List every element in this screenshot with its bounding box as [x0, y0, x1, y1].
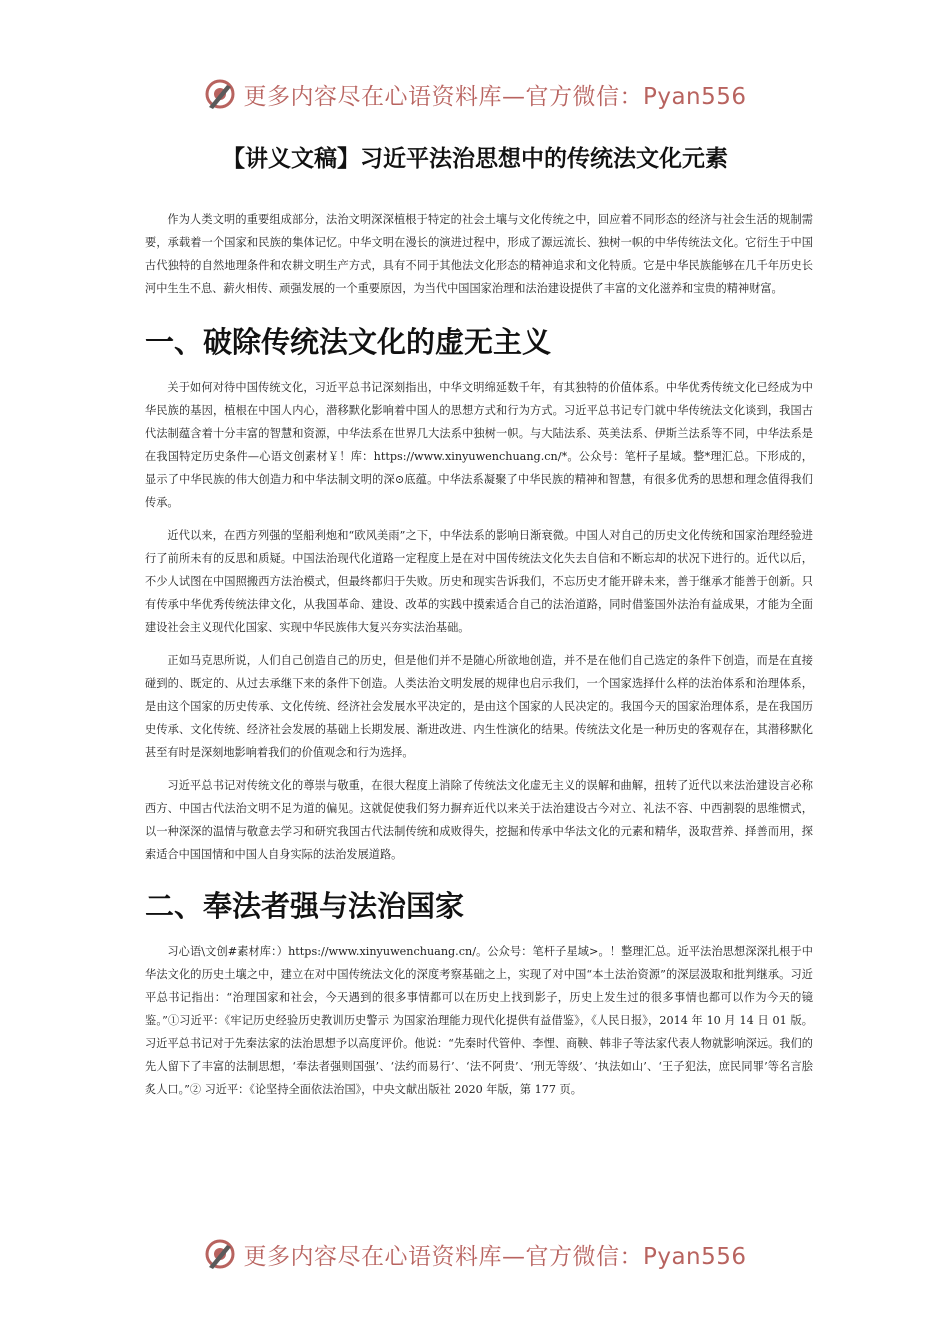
section-2-paragraph-1: 习心语\文创#素材库：）https://www.xinyuwenchuang.cn/。公众号：笔杆子星域>。！整理汇总。近平法治思想深深扎根于中华法文化的历史土壤之中，建立在对中国传统法文化的深度考察基础之上，实现了对中国“本土法治资源”的深层汲取和批判继承。习近平总书记指出：“治理国家和社会，今天遇到的很多事情都可以在历史上找到影子，历史上发生过的很多事情也都可以作为今天的镜鉴。”①习近平：《牢记历史经验历史教训历史警示 为国家治理能力现代化提供有益借鉴》，《人民日报》，2014 年 10 月 14 日 01 版。习近平总书记对于先秦法家的法治思想予以高度评价。他说：“先秦时代管仲、李悝、商鞅、韩非子等法家代表人物就影响深远。我们的先人留下了丰富的法制思想，‘奉法者强则国强’、‘法约而易行’、‘法不阿贵’、‘刑无等级’、‘执法如山’、‘王子犯法，庶民同罪’等名言脍炙人口。”② 习近平：《论坚持全面依法治国》，中央文献出版社 2020 年版，第 177 页。: [145, 945, 813, 1096]
banner-text: 更多内容尽在心语资料库—官方微信：Pyan556: [243, 1243, 747, 1270]
section-1-paragraph-4: 习近平总书记对传统文化的尊崇与敬重，在很大程度上消除了传统法文化虚无主义的误解和曲解，扭转了近代以来法治建设言必称西方、中国古代法治文明不足为道的偏见。这就促使我们努力摒弃近代以来关于法治建设古今对立、礼法不容、中西割裂的思维惯式，以一种深深的温情与敬意去学习和研究我国古代法制传统和成败得失，挖掘和传承中华法文化的元素和精华，汲取营养、择善而用，探索适合中国国情和中国人自身实际的法治发展道路。: [145, 779, 813, 861]
section-heading-2: 二、奉法者强与法治国家: [145, 889, 465, 923]
bottom-watermark-banner: [0, 1232, 950, 1276]
section-heading-1: 一、破除传统法文化的虚无主义: [145, 325, 552, 359]
seal-pen-logo-icon: [203, 77, 237, 111]
banner-text: 更多内容尽在心语资料库—官方微信：Pyan556: [243, 83, 747, 110]
intro-paragraph: 作为人类文明的重要组成部分，法治文明深深植根于特定的社会土壤与文化传统之中，回应着不同形态的经济与社会生活的规制需要，承载着一个国家和民族的集体记忆。中华文明在漫长的演进过程中，形成了源远流长、独树一帜的中华传统法文化。它衍生于中国古代独特的自然地理条件和农耕文明生产方式，具有不同于其他法文化形态的精神追求和文化特质。它是中华民族能够在几千年历史长河中生生不息、薪火相传、顽强发展的一个重要原因，为当代中国国家治理和法治建设提供了丰富的文化滋养和宝贵的精神财富。: [145, 213, 813, 295]
top-watermark-banner: [0, 72, 950, 116]
page-title: 【讲义文稿】习近平法治思想中的传统法文化元素: [222, 146, 728, 172]
document-body: [145, 208, 813, 1101]
section-1-paragraph-3: 正如马克思所说，人们自己创造自己的历史，但是他们并不是随心所欲地创造，并不是在他们自己选定的条件下创造，而是在直接碰到的、既定的、从过去承继下来的条件下创造。人类法治文明发展的规律也启示我们，一个国家选择什么样的法治体系和治理体系，是由这个国家的历史传承、文化传统、经济社会发展水平决定的，是由这个国家的人民决定的。我国今天的国家治理体系，是在我国历史传承、文化传统、经济社会发展的基础上长期发展、渐进改进、内生性演化的结果。传统法文化是一种历史的客观存在，其潜移默化甚至有时是深刻地影响着我们的价值观念和行为选择。: [145, 654, 813, 759]
seal-pen-logo-icon: [203, 1237, 237, 1271]
section-1-paragraph-2: 近代以来，在西方列强的坚船利炮和“欧风美雨”之下，中华法系的影响日渐衰微。中国人对自己的历史文化传统和国家治理经验进行了前所未有的反思和质疑。中国法治现代化道路一定程度上是在对中国传统法文化失去自信和不断忘却的状况下进行的。近代以后，不少人试图在中国照搬西方法治模式，但最终都归于失败。历史和现实告诉我们，不忘历史才能开辟未来，善于继承才能善于创新。只有传承中华优秀传统法律文化，从我国革命、建设、改革的实践中摸索适合自己的法治道路，同时借鉴国外法治有益成果，才能为全面建设社会主义现代化国家、实现中华民族伟大复兴夯实法治基础。: [145, 529, 813, 634]
section-1-paragraph-1: 关于如何对待中国传统文化，习近平总书记深刻指出，中华文明绵延数千年，有其独特的价值体系。中华优秀传统文化已经成为中华民族的基因，植根在中国人内心，潜移默化影响着中国人的思想方式和行为方式。习近平总书记专门就中华传统法文化谈到，我国古代法制蕴含着十分丰富的智慧和资源，中华法系在世界几大法系中独树一帜。与大陆法系、英美法系、伊斯兰法系等不同，中华法系是在我国特定历史条件—心语文创素材￥！库：https://www.xinyuwenchuang.cn/*。公众号：笔杆子星域。整*理汇总。下形成的，显示了中华民族的伟大创造力和中华法制文明的深⊙底蕴。中华法系凝聚了中华民族的精神和智慧，有很多优秀的思想和理念值得我们传承。: [145, 381, 813, 509]
